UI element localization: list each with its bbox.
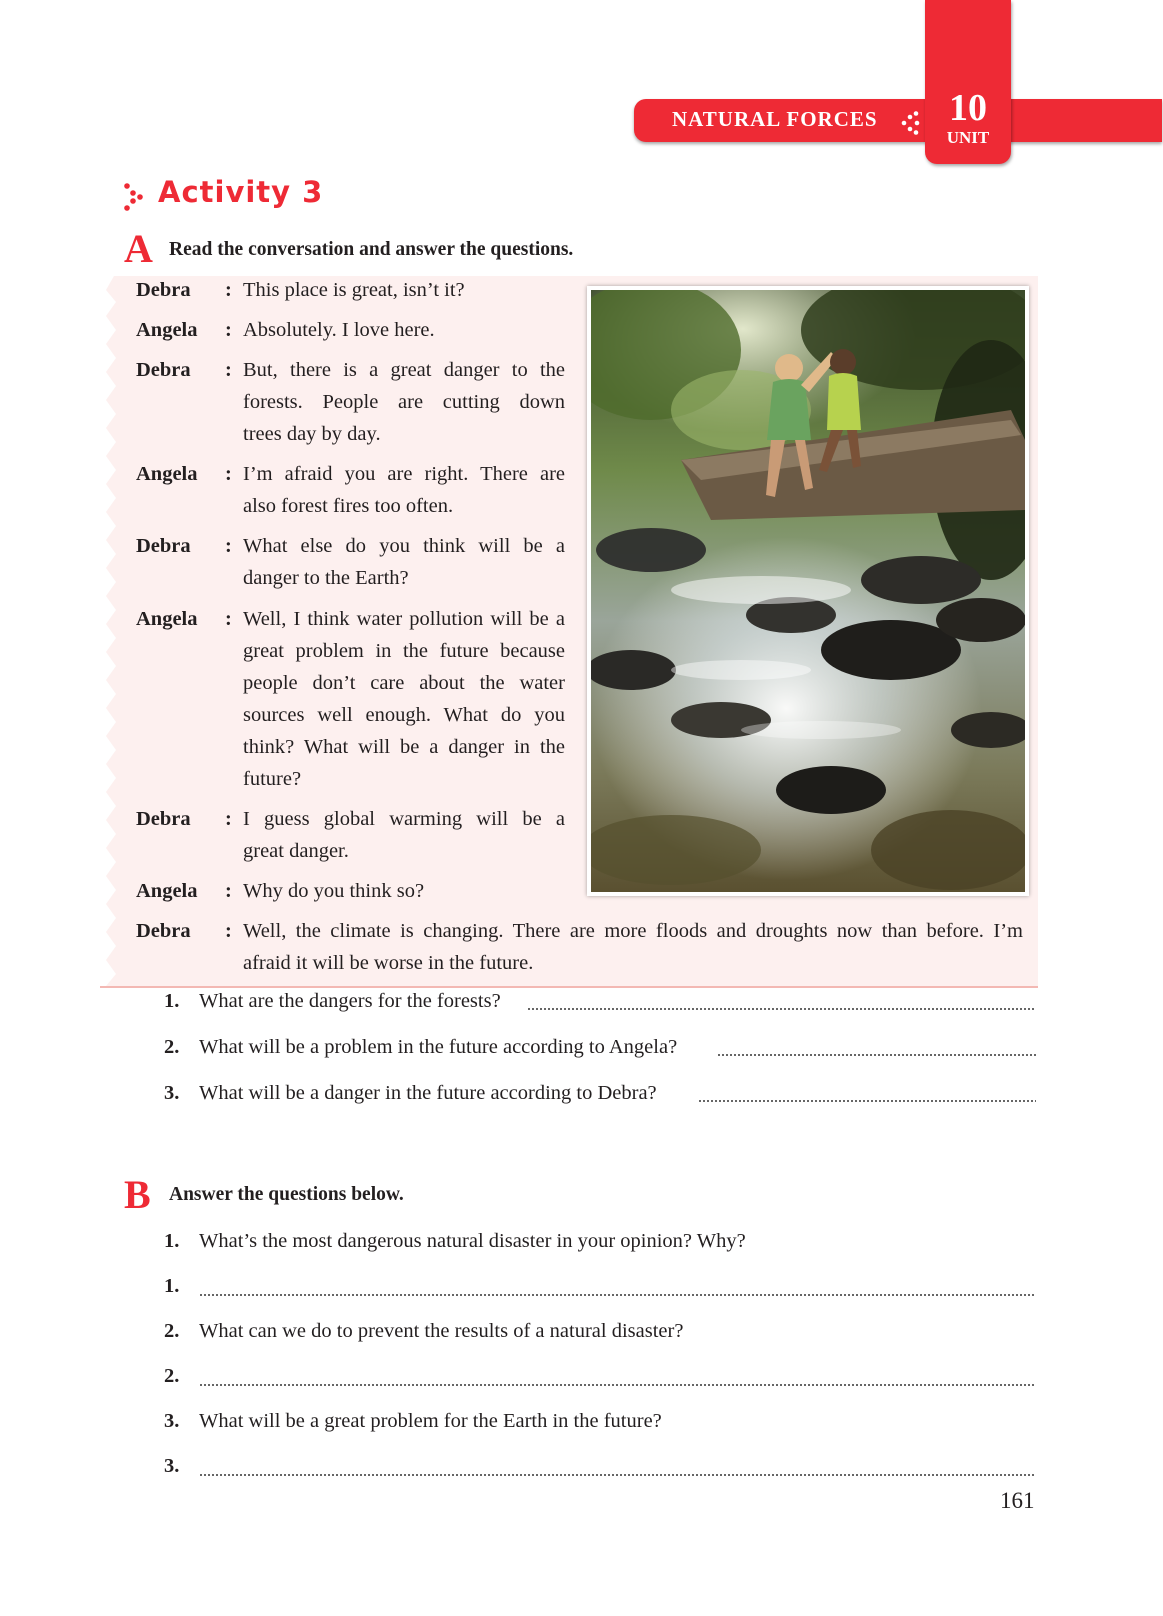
speaker-colon: : [225,463,232,485]
dialogue-line: I’m afraid you are right. There are [243,463,565,485]
forest-stream-photo [587,286,1029,896]
question-text: What are the dangers for the forests? [199,990,501,1012]
answer-line[interactable] [698,1100,1036,1102]
dialogue-line: But, there is a great danger to the [243,359,565,381]
answer-line[interactable] [199,1294,1035,1296]
dialogue-line: This place is great, isn’t it? [243,279,465,301]
speaker-name: Debra [136,359,191,381]
question-text: What can we do to prevent the results of a natural disaster? [199,1320,684,1342]
dialogue-line: forests. People are cutting down [243,391,565,413]
speaker-colon: : [225,808,232,830]
section-a-instruction: Read the conversation and answer the questions. [169,239,574,260]
dialogue-line: Well, the climate is changing. There are more floods and droughts now than before. I’m [243,920,1023,942]
activity-title: Activity 3 [158,175,324,209]
question-number: 2. [164,1320,180,1342]
dialogue-line: future? [243,768,302,790]
speaker-name: Angela [136,608,198,630]
dialogue-line: Well, I think water pollution will be a [243,608,565,630]
question-text: What’s the most dangerous natural disaster in your opinion? Why? [199,1230,746,1252]
unit-tab [925,0,1011,164]
speaker-name: Debra [136,808,191,830]
question-number: 1. [164,990,180,1012]
activity-dots-icon [124,183,150,211]
speaker-colon: : [225,608,232,630]
speaker-name: Angela [136,880,198,902]
speaker-colon: : [225,880,232,902]
dialogue-line: Why do you think so? [243,880,425,902]
dialogue-line: What else do you think will be a [243,535,565,557]
chapter-title: NATURAL FORCES [672,107,878,131]
dialogue-line: trees day by day. [243,423,381,445]
speaker-name: Angela [136,463,198,485]
dialogue-line: danger to the Earth? [243,567,409,589]
answer-line[interactable] [527,1008,1036,1010]
speaker-name: Angela [136,319,198,341]
question-text: What will be a great problem for the Earth in the future? [199,1410,662,1432]
answer-number: 2. [164,1365,180,1387]
speaker-colon: : [225,359,232,381]
speaker-colon: : [225,920,232,942]
dialogue-line: great danger. [243,840,349,862]
speaker-colon: : [225,535,232,557]
answer-line[interactable] [717,1054,1036,1056]
page-number: 161 [1000,1488,1035,1513]
dialogue-line: great problem in the future because [243,640,565,662]
dialogue-line: afraid it will be worse in the future. [243,952,534,974]
answer-number: 1. [164,1275,180,1297]
dialogue-line: I guess global warming will be a [243,808,565,830]
question-text: What will be a danger in the future according to Debra? [199,1082,657,1104]
question-number: 1. [164,1230,180,1252]
unit-number: 10 [949,87,987,129]
dialogue-line: also forest fires too often. [243,495,454,517]
dialogue-line: Absolutely. I love here. [243,319,435,341]
section-b-letter: B [124,1172,151,1217]
dialogue-line: think? What will be a danger in the [243,736,565,758]
unit-label: UNIT [946,128,990,147]
speaker-name: Debra [136,279,191,301]
section-a-letter: A [124,226,153,271]
dialogue-line: sources well enough. What do you [243,704,565,726]
speaker-name: Debra [136,920,191,942]
answer-number: 3. [164,1455,180,1477]
speaker-colon: : [225,279,232,301]
dialogue-line: people don’t care about the water [243,672,565,694]
question-number: 2. [164,1036,180,1058]
question-number: 3. [164,1082,180,1104]
answer-line[interactable] [199,1474,1035,1476]
speaker-colon: : [225,319,232,341]
answer-line[interactable] [199,1384,1035,1386]
question-number: 3. [164,1410,180,1432]
forest-stream-illustration [591,290,1025,892]
dots-decoration-icon [900,111,922,135]
speaker-name: Debra [136,535,191,557]
question-text: What will be a problem in the future according to Angela? [199,1036,678,1058]
section-b-instruction: Answer the questions below. [169,1184,404,1205]
torn-paper-edge [100,276,124,986]
